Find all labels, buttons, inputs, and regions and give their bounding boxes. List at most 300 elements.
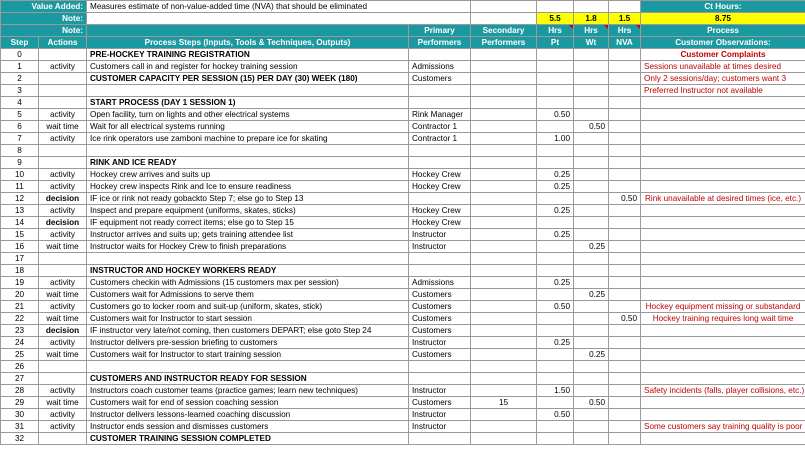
pt-cell[interactable] (537, 397, 574, 409)
action-cell[interactable]: wait time (39, 397, 87, 409)
secondary-performer-cell[interactable] (471, 373, 537, 385)
observation-cell[interactable] (641, 121, 805, 133)
wt-cell[interactable] (574, 421, 609, 433)
primary-performer-cell[interactable]: Admissions (409, 61, 471, 73)
observation-cell[interactable] (641, 337, 805, 349)
pt-cell[interactable] (537, 121, 574, 133)
primary-performer-cell[interactable]: Customers (409, 397, 471, 409)
pt-cell[interactable] (537, 85, 574, 97)
process-step-cell[interactable]: Customers go to locker room and suit-up (uniform, skates, stick) (87, 301, 409, 313)
observation-cell[interactable]: Only 2 sessions/day; customers want 3 (641, 73, 805, 85)
action-cell[interactable]: wait time (39, 289, 87, 301)
primary-performer-cell[interactable] (409, 97, 471, 109)
observation-cell[interactable] (641, 289, 805, 301)
nva-cell[interactable] (609, 349, 641, 361)
wt-cell[interactable] (574, 145, 609, 157)
secondary-performer-cell[interactable] (471, 193, 537, 205)
nva-cell[interactable] (609, 133, 641, 145)
secondary-performer-cell[interactable] (471, 133, 537, 145)
observation-cell[interactable] (641, 253, 805, 265)
secondary-performer-cell[interactable] (471, 277, 537, 289)
observation-cell[interactable]: Preferred Instructor not available (641, 85, 805, 97)
step-cell[interactable]: 6 (1, 121, 39, 133)
wt-cell[interactable] (574, 385, 609, 397)
secondary-performer-cell[interactable] (471, 349, 537, 361)
action-cell[interactable] (39, 157, 87, 169)
pt-cell[interactable] (537, 325, 574, 337)
pt-cell[interactable] (537, 421, 574, 433)
action-cell[interactable] (39, 253, 87, 265)
wt-cell[interactable] (574, 265, 609, 277)
step-cell[interactable]: 10 (1, 169, 39, 181)
pt-cell[interactable] (537, 145, 574, 157)
nva-cell[interactable] (609, 265, 641, 277)
wt-cell[interactable] (574, 373, 609, 385)
observation-cell[interactable] (641, 181, 805, 193)
nva-cell[interactable] (609, 397, 641, 409)
process-step-cell[interactable] (87, 145, 409, 157)
observation-cell[interactable] (641, 277, 805, 289)
primary-performer-cell[interactable] (409, 433, 471, 445)
pt-cell[interactable] (537, 265, 574, 277)
primary-performer-cell[interactable] (409, 85, 471, 97)
step-cell[interactable]: 26 (1, 361, 39, 373)
process-step-cell[interactable] (87, 361, 409, 373)
primary-performer-cell[interactable]: Customers (409, 325, 471, 337)
observation-cell[interactable]: Safety incidents (falls, player collisions, etc.) (641, 385, 805, 397)
wt-cell[interactable] (574, 181, 609, 193)
observation-cell[interactable] (641, 361, 805, 373)
nva-cell[interactable] (609, 97, 641, 109)
step-cell[interactable]: 4 (1, 97, 39, 109)
secondary-performer-cell[interactable] (471, 109, 537, 121)
step-cell[interactable]: 8 (1, 145, 39, 157)
step-cell[interactable]: 28 (1, 385, 39, 397)
action-cell[interactable] (39, 373, 87, 385)
secondary-performer-cell[interactable] (471, 241, 537, 253)
action-cell[interactable]: activity (39, 109, 87, 121)
nva-cell[interactable] (609, 145, 641, 157)
wt-cell[interactable] (574, 109, 609, 121)
wt-cell[interactable] (574, 409, 609, 421)
action-cell[interactable]: activity (39, 337, 87, 349)
action-cell[interactable]: decision (39, 217, 87, 229)
step-cell[interactable]: 5 (1, 109, 39, 121)
wt-cell[interactable]: 0.25 (574, 241, 609, 253)
action-cell[interactable] (39, 73, 87, 85)
secondary-performer-cell[interactable] (471, 169, 537, 181)
observation-cell[interactable] (641, 397, 805, 409)
primary-performer-cell[interactable]: Customers (409, 73, 471, 85)
wt-cell[interactable] (574, 361, 609, 373)
step-cell[interactable]: 3 (1, 85, 39, 97)
process-step-cell[interactable]: Customers wait for Instructor to start training session (87, 349, 409, 361)
primary-performer-cell[interactable]: Customers (409, 349, 471, 361)
step-cell[interactable]: 24 (1, 337, 39, 349)
nva-cell[interactable] (609, 325, 641, 337)
step-cell[interactable]: 0 (1, 49, 39, 61)
wt-cell[interactable] (574, 85, 609, 97)
pt-cell[interactable] (537, 217, 574, 229)
action-cell[interactable]: activity (39, 277, 87, 289)
process-step-cell[interactable]: Inspect and prepare equipment (uniforms, skates, sticks) (87, 205, 409, 217)
primary-performer-cell[interactable]: Instructor (409, 337, 471, 349)
wt-cell[interactable] (574, 133, 609, 145)
wt-cell[interactable] (574, 97, 609, 109)
pt-cell[interactable] (537, 361, 574, 373)
wt-cell[interactable]: 0.50 (574, 397, 609, 409)
observation-cell[interactable] (641, 433, 805, 445)
pt-cell[interactable] (537, 97, 574, 109)
process-step-cell[interactable]: IF instructor very late/not coming, then customers DEPART; else goto Step 24 (87, 325, 409, 337)
nva-cell[interactable] (609, 229, 641, 241)
step-cell[interactable]: 2 (1, 73, 39, 85)
action-cell[interactable]: decision (39, 325, 87, 337)
pt-cell[interactable]: 0.25 (537, 181, 574, 193)
observation-cell[interactable] (641, 157, 805, 169)
primary-performer-cell[interactable]: Contractor 1 (409, 133, 471, 145)
process-step-cell[interactable] (87, 85, 409, 97)
action-cell[interactable] (39, 49, 87, 61)
pt-cell[interactable] (537, 373, 574, 385)
action-cell[interactable]: activity (39, 181, 87, 193)
primary-performer-cell[interactable]: Admissions (409, 277, 471, 289)
step-cell[interactable]: 9 (1, 157, 39, 169)
nva-cell[interactable] (609, 109, 641, 121)
secondary-performer-cell[interactable]: 15 (471, 397, 537, 409)
nva-cell[interactable] (609, 421, 641, 433)
process-step-cell[interactable]: Ice rink operators use zamboni machine to prepare ice for skating (87, 133, 409, 145)
secondary-performer-cell[interactable] (471, 265, 537, 277)
secondary-performer-cell[interactable] (471, 205, 537, 217)
observation-cell[interactable]: Sessions unavailable at times desired (641, 61, 805, 73)
step-cell[interactable]: 17 (1, 253, 39, 265)
pt-cell[interactable] (537, 433, 574, 445)
value-added-text[interactable]: Measures estimate of non-value-added time (NVA) that should be eliminated (87, 1, 471, 13)
primary-performer-cell[interactable]: Hockey Crew (409, 181, 471, 193)
nva-cell[interactable]: 0.50 (609, 193, 641, 205)
process-step-cell[interactable]: Instructor delivers pre-session briefing to customers (87, 337, 409, 349)
total-pt[interactable]: 5.5 (537, 13, 574, 25)
process-step-cell[interactable]: CUSTOMER TRAINING SESSION COMPLETED (87, 433, 409, 445)
action-cell[interactable] (39, 85, 87, 97)
pt-cell[interactable] (537, 313, 574, 325)
step-cell[interactable]: 29 (1, 397, 39, 409)
process-step-cell[interactable]: INSTRUCTOR AND HOCKEY WORKERS READY (87, 265, 409, 277)
secondary-performer-cell[interactable] (471, 301, 537, 313)
secondary-performer-cell[interactable] (471, 325, 537, 337)
pt-cell[interactable]: 0.25 (537, 169, 574, 181)
primary-performer-cell[interactable] (409, 253, 471, 265)
action-cell[interactable] (39, 97, 87, 109)
nva-cell[interactable] (609, 241, 641, 253)
primary-performer-cell[interactable]: Contractor 1 (409, 121, 471, 133)
process-step-cell[interactable]: IF equipment not ready correct items; else go to Step 15 (87, 217, 409, 229)
primary-performer-cell[interactable]: Instructor (409, 229, 471, 241)
observation-cell[interactable] (641, 109, 805, 121)
primary-performer-cell[interactable]: Instructor (409, 421, 471, 433)
action-cell[interactable]: activity (39, 301, 87, 313)
observation-cell[interactable] (641, 133, 805, 145)
primary-performer-cell[interactable] (409, 373, 471, 385)
wt-cell[interactable] (574, 193, 609, 205)
step-cell[interactable]: 32 (1, 433, 39, 445)
action-cell[interactable]: wait time (39, 313, 87, 325)
pt-cell[interactable] (537, 349, 574, 361)
nva-cell[interactable] (609, 169, 641, 181)
action-cell[interactable]: activity (39, 229, 87, 241)
nva-cell[interactable] (609, 85, 641, 97)
secondary-performer-cell[interactable] (471, 145, 537, 157)
process-step-cell[interactable] (87, 253, 409, 265)
step-cell[interactable]: 15 (1, 229, 39, 241)
process-step-cell[interactable]: Customers wait for end of session coaching session (87, 397, 409, 409)
step-cell[interactable]: 1 (1, 61, 39, 73)
total-nva[interactable]: 1.5 (609, 13, 641, 25)
observation-cell[interactable] (641, 265, 805, 277)
nva-cell[interactable] (609, 361, 641, 373)
observation-cell[interactable] (641, 373, 805, 385)
step-cell[interactable]: 12 (1, 193, 39, 205)
observation-cell[interactable] (641, 409, 805, 421)
primary-performer-cell[interactable]: Hockey Crew (409, 205, 471, 217)
wt-cell[interactable]: 0.25 (574, 289, 609, 301)
secondary-performer-cell[interactable] (471, 97, 537, 109)
primary-performer-cell[interactable]: Instructor (409, 409, 471, 421)
primary-performer-cell[interactable]: Customers (409, 289, 471, 301)
secondary-performer-cell[interactable] (471, 361, 537, 373)
wt-cell[interactable] (574, 169, 609, 181)
pt-cell[interactable]: 0.25 (537, 277, 574, 289)
nva-cell[interactable] (609, 49, 641, 61)
observation-cell[interactable] (641, 241, 805, 253)
wt-cell[interactable] (574, 277, 609, 289)
process-step-cell[interactable]: Hockey crew inspects Rink and Ice to ensure readiness (87, 181, 409, 193)
action-cell[interactable]: activity (39, 409, 87, 421)
step-cell[interactable]: 14 (1, 217, 39, 229)
wt-cell[interactable] (574, 49, 609, 61)
step-cell[interactable]: 11 (1, 181, 39, 193)
secondary-performer-cell[interactable] (471, 385, 537, 397)
primary-performer-cell[interactable] (409, 157, 471, 169)
process-step-cell[interactable]: Customers checkin with Admissions (15 customers max per session) (87, 277, 409, 289)
process-step-cell[interactable]: Customers call in and register for hockey training session (87, 61, 409, 73)
observation-cell[interactable]: Customer Complaints (641, 49, 805, 61)
action-cell[interactable]: activity (39, 61, 87, 73)
primary-performer-cell[interactable]: Rink Manager (409, 109, 471, 121)
pt-cell[interactable] (537, 157, 574, 169)
secondary-performer-cell[interactable] (471, 121, 537, 133)
total-process[interactable]: 8.75 (641, 13, 805, 25)
pt-cell[interactable] (537, 241, 574, 253)
step-cell[interactable]: 27 (1, 373, 39, 385)
observation-cell[interactable] (641, 97, 805, 109)
process-step-cell[interactable]: Customers wait for Instructor to start session (87, 313, 409, 325)
wt-cell[interactable] (574, 61, 609, 73)
action-cell[interactable] (39, 145, 87, 157)
step-cell[interactable]: 25 (1, 349, 39, 361)
pt-cell[interactable]: 0.25 (537, 205, 574, 217)
pt-cell[interactable] (537, 61, 574, 73)
nva-cell[interactable] (609, 157, 641, 169)
step-cell[interactable]: 21 (1, 301, 39, 313)
primary-performer-cell[interactable]: Hockey Crew (409, 217, 471, 229)
pt-cell[interactable] (537, 49, 574, 61)
step-cell[interactable]: 18 (1, 265, 39, 277)
primary-performer-cell[interactable] (409, 49, 471, 61)
nva-cell[interactable] (609, 385, 641, 397)
action-cell[interactable] (39, 265, 87, 277)
action-cell[interactable]: activity (39, 169, 87, 181)
wt-cell[interactable] (574, 157, 609, 169)
observation-cell[interactable] (641, 325, 805, 337)
observation-cell[interactable]: Hockey training requires long wait time (641, 313, 805, 325)
pt-cell[interactable]: 0.50 (537, 301, 574, 313)
process-step-cell[interactable]: IF ice or rink not ready gobackto Step 7; else go to Step 13 (87, 193, 409, 205)
pt-cell[interactable] (537, 289, 574, 301)
process-step-cell[interactable]: Wait for all electrical systems running (87, 121, 409, 133)
process-step-cell[interactable]: Instructor arrives and suits up; gets training attendee list (87, 229, 409, 241)
observation-cell[interactable]: Some customers say training quality is poor (641, 421, 805, 433)
nva-cell[interactable] (609, 181, 641, 193)
wt-cell[interactable] (574, 205, 609, 217)
step-cell[interactable]: 31 (1, 421, 39, 433)
observation-cell[interactable] (641, 229, 805, 241)
step-cell[interactable]: 22 (1, 313, 39, 325)
process-step-cell[interactable]: CUSTOMERS AND INSTRUCTOR READY FOR SESSION (87, 373, 409, 385)
nva-cell[interactable] (609, 433, 641, 445)
nva-cell[interactable] (609, 61, 641, 73)
primary-performer-cell[interactable]: Customers (409, 313, 471, 325)
action-cell[interactable]: wait time (39, 241, 87, 253)
wt-cell[interactable] (574, 217, 609, 229)
step-cell[interactable]: 13 (1, 205, 39, 217)
wt-cell[interactable] (574, 325, 609, 337)
pt-cell[interactable]: 0.25 (537, 229, 574, 241)
secondary-performer-cell[interactable] (471, 73, 537, 85)
observation-cell[interactable] (641, 169, 805, 181)
process-step-cell[interactable]: Instructor ends session and dismisses customers (87, 421, 409, 433)
secondary-performer-cell[interactable] (471, 337, 537, 349)
wt-cell[interactable] (574, 73, 609, 85)
nva-cell[interactable] (609, 337, 641, 349)
nva-cell[interactable] (609, 217, 641, 229)
nva-cell[interactable]: 0.50 (609, 313, 641, 325)
action-cell[interactable]: wait time (39, 349, 87, 361)
process-step-cell[interactable]: Instructor delivers lessons-learned coaching discussion (87, 409, 409, 421)
pt-cell[interactable]: 1.50 (537, 385, 574, 397)
process-step-cell[interactable]: PRE-HOCKEY TRAINING REGISTRATION (87, 49, 409, 61)
total-wt[interactable]: 1.8 (574, 13, 609, 25)
wt-cell[interactable]: 0.25 (574, 349, 609, 361)
secondary-performer-cell[interactable] (471, 289, 537, 301)
observation-cell[interactable] (641, 217, 805, 229)
process-step-cell[interactable]: Open facility, turn on lights and other electrical systems (87, 109, 409, 121)
step-cell[interactable]: 19 (1, 277, 39, 289)
primary-performer-cell[interactable]: Customers (409, 301, 471, 313)
nva-cell[interactable] (609, 73, 641, 85)
step-cell[interactable]: 16 (1, 241, 39, 253)
wt-cell[interactable] (574, 337, 609, 349)
process-step-cell[interactable]: Hockey crew arrives and suits up (87, 169, 409, 181)
wt-cell[interactable]: 0.50 (574, 121, 609, 133)
secondary-performer-cell[interactable] (471, 253, 537, 265)
nva-cell[interactable] (609, 301, 641, 313)
secondary-performer-cell[interactable] (471, 85, 537, 97)
secondary-performer-cell[interactable] (471, 313, 537, 325)
primary-performer-cell[interactable]: Hockey Crew (409, 169, 471, 181)
wt-cell[interactable] (574, 301, 609, 313)
secondary-performer-cell[interactable] (471, 181, 537, 193)
secondary-performer-cell[interactable] (471, 229, 537, 241)
pt-cell[interactable]: 0.50 (537, 409, 574, 421)
observation-cell[interactable] (641, 349, 805, 361)
secondary-performer-cell[interactable] (471, 421, 537, 433)
pt-cell[interactable] (537, 193, 574, 205)
secondary-performer-cell[interactable] (471, 217, 537, 229)
wt-cell[interactable] (574, 433, 609, 445)
wt-cell[interactable] (574, 229, 609, 241)
action-cell[interactable]: activity (39, 133, 87, 145)
primary-performer-cell[interactable] (409, 145, 471, 157)
action-cell[interactable]: decision (39, 193, 87, 205)
nva-cell[interactable] (609, 121, 641, 133)
secondary-performer-cell[interactable] (471, 433, 537, 445)
step-cell[interactable]: 7 (1, 133, 39, 145)
observation-cell[interactable] (641, 145, 805, 157)
observation-cell[interactable] (641, 205, 805, 217)
pt-cell[interactable]: 0.25 (537, 337, 574, 349)
process-step-cell[interactable]: Instructors coach customer teams (practice games; learn new techniques) (87, 385, 409, 397)
process-step-cell[interactable]: RINK AND ICE READY (87, 157, 409, 169)
step-cell[interactable]: 30 (1, 409, 39, 421)
secondary-performer-cell[interactable] (471, 61, 537, 73)
action-cell[interactable] (39, 361, 87, 373)
secondary-performer-cell[interactable] (471, 409, 537, 421)
process-step-cell[interactable]: Instructor waits for Hockey Crew to finish preparations (87, 241, 409, 253)
observation-cell[interactable]: Hockey equipment missing or substandard (641, 301, 805, 313)
wt-cell[interactable] (574, 253, 609, 265)
nva-cell[interactable] (609, 409, 641, 421)
action-cell[interactable]: activity (39, 205, 87, 217)
secondary-performer-cell[interactable] (471, 49, 537, 61)
nva-cell[interactable] (609, 205, 641, 217)
process-step-cell[interactable]: Customers wait for Admissions to serve them (87, 289, 409, 301)
pt-cell[interactable]: 0.50 (537, 109, 574, 121)
pt-cell[interactable] (537, 253, 574, 265)
nva-cell[interactable] (609, 253, 641, 265)
process-step-cell[interactable]: CUSTOMER CAPACITY PER SESSION (15) PER DAY (30) WEEK (180) (87, 73, 409, 85)
primary-performer-cell[interactable]: Instructor (409, 385, 471, 397)
secondary-performer-cell[interactable] (471, 157, 537, 169)
step-cell[interactable]: 20 (1, 289, 39, 301)
nva-cell[interactable] (609, 373, 641, 385)
action-cell[interactable]: activity (39, 421, 87, 433)
action-cell[interactable] (39, 433, 87, 445)
action-cell[interactable]: wait time (39, 121, 87, 133)
nva-cell[interactable] (609, 289, 641, 301)
primary-performer-cell[interactable] (409, 361, 471, 373)
pt-cell[interactable]: 1.00 (537, 133, 574, 145)
process-step-cell[interactable]: START PROCESS (DAY 1 SESSION 1) (87, 97, 409, 109)
observation-cell[interactable]: Rink unavailable at desired times (ice, etc.) (641, 193, 805, 205)
action-cell[interactable]: activity (39, 385, 87, 397)
pt-cell[interactable] (537, 73, 574, 85)
wt-cell[interactable] (574, 313, 609, 325)
primary-performer-cell[interactable] (409, 193, 471, 205)
primary-performer-cell[interactable]: Instructor (409, 241, 471, 253)
primary-performer-cell[interactable] (409, 265, 471, 277)
